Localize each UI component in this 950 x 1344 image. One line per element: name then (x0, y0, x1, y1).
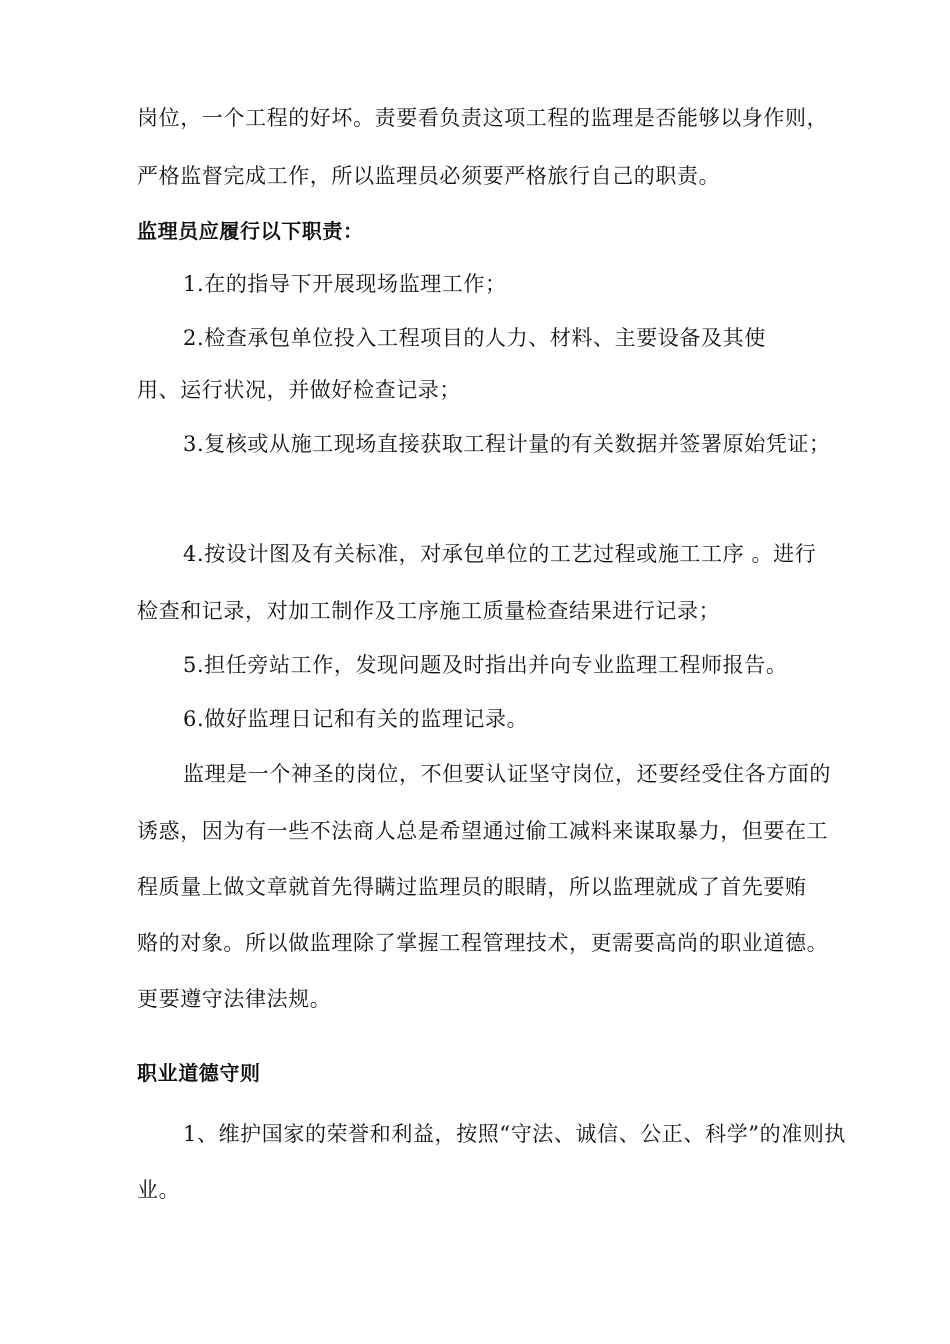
duty-item-4-line-2: 检查和记录，对加工制作及工序施工质量检查结果进行记录； (137, 599, 721, 623)
paragraph-2-line-3: 程质量上做文章就首先得瞒过监理员的眼睛，所以监理就成了首先要贿 (137, 875, 807, 899)
section-heading-ethics: 职业道德守则 (137, 1061, 261, 1085)
paragraph-1-line-1: 岗位，一个工程的好坏。责要看负责这项工程的监理是否能够以身作则， (137, 106, 829, 130)
duty-item-2-line-1: 2.检查承包单位投入工程项目的人力、材料、主要设备及其使 (183, 326, 766, 350)
paragraph-1-line-2: 严格监督完成工作，所以监理员必须要严格旅行自己的职责。 (137, 164, 721, 188)
section-heading-duties: 监理员应履行以下职责： (137, 219, 364, 243)
duty-item-1: 1.在的指导下开展现场监理工作； (183, 272, 507, 296)
ethics-rule-1-line-2: 业。 (137, 1178, 181, 1202)
duty-item-3: 3.复核或从施工现场直接获取工程计量的有关数据并签署原始凭证； (183, 432, 831, 456)
duty-item-4-line-1: 4.按设计图及有关标准，对承包单位的工艺过程或施工工序 。进行 (183, 542, 817, 566)
paragraph-2-line-2: 诱惑，因为有一些不法商人总是希望通过偷工减料来谋取暴力，但要在工 (137, 819, 829, 843)
ethics-rule-1-line-1: 1、维护国家的荣誉和利益，按照“守法、诚信、公正、科学”的准则执 (183, 1122, 847, 1146)
paragraph-2-line-1: 监理是一个神圣的岗位，不但要认证坚守岗位，还要经受住各方面的 (183, 762, 831, 786)
duty-item-2-line-2: 用、运行状况，并做好检查记录； (137, 378, 461, 402)
duty-item-6: 6.做好监理日记和有关的监理记录。 (183, 707, 529, 731)
duty-item-5: 5.担任旁站工作，发现问题及时指出并向专业监理工程师报告。 (183, 653, 788, 677)
paragraph-2-line-4: 赂的对象。所以做监理除了掌握工程管理技术，更需要高尚的职业道德。 (137, 931, 829, 955)
paragraph-2-line-5: 更要遵守法律法规。 (137, 987, 332, 1011)
